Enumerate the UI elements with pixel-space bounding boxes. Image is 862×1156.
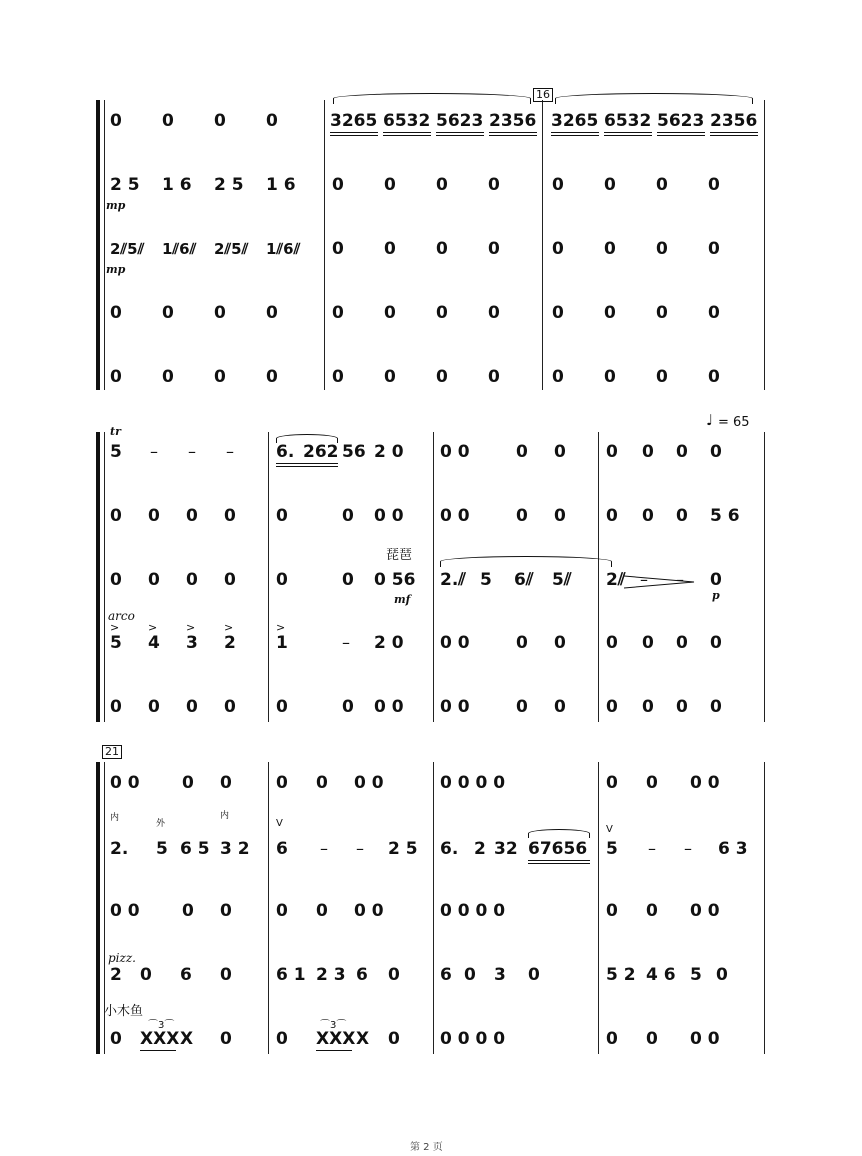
note: 0 [110, 697, 122, 717]
note: 5 [156, 839, 168, 859]
note: 0 0 0 0 [440, 901, 506, 921]
note: 0 [606, 506, 618, 526]
note: 5 [110, 442, 122, 462]
dash: – [640, 570, 648, 589]
note: 0 [676, 697, 688, 717]
note: 0 [182, 773, 194, 793]
note-group: 6532 [604, 111, 652, 131]
note-group: 5623 [657, 111, 705, 131]
note: 0 0 [110, 773, 140, 793]
note: 0 [110, 570, 122, 590]
note: 2 [110, 965, 122, 985]
note: 0 [388, 1029, 400, 1049]
note: 0 [214, 303, 226, 323]
note: 0 [552, 367, 564, 387]
note: 0 [642, 697, 654, 717]
note: 0 [606, 697, 618, 717]
note-pair: 2 5 [214, 175, 244, 195]
underline [604, 135, 652, 136]
note-pair: 6 3 [718, 839, 748, 859]
dynamic-mark: mp [106, 199, 126, 212]
note: 0 [110, 111, 122, 131]
note: 0 [342, 570, 354, 590]
note: 0 [110, 367, 122, 387]
note: 0 [342, 697, 354, 717]
fingering-mark: 外 [156, 819, 166, 829]
note: 0 [656, 303, 668, 323]
note: 0 [516, 697, 528, 717]
note: 0 [488, 175, 500, 195]
note: 0 0 [690, 901, 720, 921]
note: 0 [276, 901, 288, 921]
note: 0 [488, 367, 500, 387]
decrescendo-hairpin [624, 574, 696, 590]
note: 0 [676, 442, 688, 462]
note: 0 [186, 506, 198, 526]
note: 0 [266, 367, 278, 387]
note-pair: 2 3 [316, 965, 346, 985]
note: 0 [642, 442, 654, 462]
note: 0 [384, 175, 396, 195]
barline [268, 432, 269, 722]
note: 5 [110, 633, 122, 653]
note: 0 [716, 965, 728, 985]
note-pair: 6 5 [180, 839, 210, 859]
note: 6. [276, 442, 295, 462]
arco-mark: arco [108, 609, 135, 623]
dynamic-mark: mp [106, 263, 126, 276]
percussion-triplet: XXX [316, 1029, 356, 1049]
note-pair: 6 1 [276, 965, 306, 985]
note: 0 [110, 303, 122, 323]
note: 0 [676, 633, 688, 653]
underline [657, 132, 705, 133]
note-group: 2356 [489, 111, 537, 131]
note: 0 0 [440, 633, 470, 653]
note: 0 [186, 697, 198, 717]
barline [104, 100, 105, 390]
underline [489, 132, 537, 133]
note: 0 [276, 697, 288, 717]
note: 0 [656, 175, 668, 195]
bow-up-mark: V [606, 824, 613, 835]
note: 0 [604, 303, 616, 323]
note: 0 [528, 965, 540, 985]
note: 0 [676, 506, 688, 526]
note: 0 [266, 303, 278, 323]
instrument-label-muyu: 小木鱼 [104, 1004, 144, 1019]
instrument-label-pipa: 琵琶 [386, 548, 413, 563]
note: 5 [480, 570, 492, 590]
pizz-mark: pizz. [108, 951, 136, 965]
tremolo-pair: 1⫽6⫽ [266, 240, 301, 258]
note: 1 [276, 633, 288, 653]
barline [764, 762, 765, 1054]
tremolo-note: 6⫽ [514, 570, 534, 590]
note: 0 [642, 506, 654, 526]
fingering-mark: 内 [110, 813, 120, 823]
tremolo-pair: 1⫽6⫽ [162, 240, 197, 258]
note: 0 0 [110, 901, 140, 921]
note: 0 [220, 965, 232, 985]
underline [551, 135, 599, 136]
note: 0 [110, 1029, 122, 1049]
note: 0 [646, 901, 658, 921]
note: 0 [516, 633, 528, 653]
note: 0 [464, 965, 476, 985]
note: 0 0 [440, 697, 470, 717]
tremolo-note: 5⫽ [552, 570, 572, 590]
note: 0 [332, 367, 344, 387]
note: 0 [148, 697, 160, 717]
note: 0 [488, 239, 500, 259]
note: 0 0 [354, 773, 384, 793]
note: 0 [384, 303, 396, 323]
note-pair: 32 [494, 839, 518, 859]
barline [542, 100, 543, 390]
note: 0 [710, 442, 722, 462]
triplet-mark: ⌒3⌒ [148, 1020, 175, 1031]
dash: – [342, 633, 350, 652]
barline [324, 100, 325, 390]
tremolo-note: 2.⫽ [440, 570, 466, 590]
system-brace [96, 432, 100, 722]
percussion-triplet: XXX [140, 1029, 180, 1049]
note: 0 [224, 570, 236, 590]
note: 6. [440, 839, 459, 859]
note-pair: 1 6 [162, 175, 192, 195]
underline [604, 132, 652, 133]
note: 0 [552, 239, 564, 259]
note-pair: 2 5 [110, 175, 140, 195]
note: 0 [388, 965, 400, 985]
note: 0 [642, 633, 654, 653]
note: 0 [220, 1029, 232, 1049]
note: 0 [606, 633, 618, 653]
note-group: 0 56 [374, 570, 416, 590]
underline [276, 466, 338, 467]
note: 0 [606, 773, 618, 793]
bow-up-mark: V [276, 818, 283, 829]
underline [330, 132, 378, 133]
note: 0 [316, 773, 328, 793]
note: 0 [708, 303, 720, 323]
tremolo-note: 2⫽ [606, 570, 626, 590]
note-group: 6532 [383, 111, 431, 131]
note: 0 [656, 367, 668, 387]
underline [140, 1050, 176, 1051]
note: 0 [276, 506, 288, 526]
tempo-marking: = 65 [718, 415, 750, 430]
dash: – [226, 442, 234, 461]
dynamic-mark: mf [394, 593, 411, 606]
note: 0 [488, 303, 500, 323]
underline [436, 132, 484, 133]
dash: – [320, 839, 328, 858]
note: 0 [342, 506, 354, 526]
note: 0 [162, 367, 174, 387]
note: 0 [552, 175, 564, 195]
rehearsal-mark: 16 [533, 88, 553, 102]
note: 5 [690, 965, 702, 985]
barline [268, 762, 269, 1054]
note: 0 0 [374, 697, 404, 717]
underline [528, 863, 590, 864]
note: 0 [436, 303, 448, 323]
note: 0 [656, 239, 668, 259]
note-pair: 1 6 [266, 175, 296, 195]
note: 0 [646, 1029, 658, 1049]
underline [489, 135, 537, 136]
note-pair: 5 2 [606, 965, 636, 985]
underline [551, 132, 599, 133]
note: 0 [332, 239, 344, 259]
trill-mark: tr [110, 425, 121, 438]
barline [764, 100, 765, 390]
note: 0 [224, 506, 236, 526]
note: 0 [332, 175, 344, 195]
note-group: 2 0 [374, 442, 404, 462]
note: 0 [708, 239, 720, 259]
note: 4 [148, 633, 160, 653]
note: 0 [162, 303, 174, 323]
note: 0 [276, 570, 288, 590]
phrase-slur [333, 93, 531, 104]
tremolo-pair: 2⫽5⫽ [110, 240, 145, 258]
tempo-quarter-note-icon: ♩ [706, 411, 714, 429]
system-brace [96, 100, 100, 390]
note: 2. [110, 839, 129, 859]
accent-mark: > [110, 621, 120, 634]
note: 0 [710, 570, 722, 590]
accent-mark: > [186, 621, 196, 634]
note: 0 [554, 506, 566, 526]
note: 6 [180, 965, 192, 985]
accent-mark: > [276, 621, 286, 634]
underline [330, 135, 378, 136]
note: 0 0 [374, 506, 404, 526]
note: 0 [552, 303, 564, 323]
note: 0 [516, 442, 528, 462]
note: 0 [604, 367, 616, 387]
accent-mark: > [148, 621, 158, 634]
note: 6 [356, 965, 368, 985]
barline [598, 432, 599, 722]
note-group: 2356 [710, 111, 758, 131]
note: 0 [554, 697, 566, 717]
note-pair: 3 2 [220, 839, 250, 859]
barline [433, 762, 434, 1054]
page-number: 第 2 页 [410, 1142, 443, 1153]
note: 0 0 [354, 901, 384, 921]
note: 0 [214, 111, 226, 131]
triplet-mark: ⌒3⌒ [320, 1020, 347, 1031]
phrase-slur [555, 93, 753, 104]
note: 0 0 0 0 [440, 773, 506, 793]
note: 0 [606, 901, 618, 921]
note: 0 [606, 442, 618, 462]
note: 0 [266, 111, 278, 131]
dash: – [648, 839, 656, 858]
note: 2 [224, 633, 236, 653]
note: 0 0 [690, 773, 720, 793]
note: 0 0 [690, 1029, 720, 1049]
note: 0 [148, 506, 160, 526]
phrase-slur [440, 556, 612, 567]
note: 0 0 [440, 442, 470, 462]
barline [433, 432, 434, 722]
tremolo-pair: 2⫽5⫽ [214, 240, 249, 258]
note: 0 [436, 175, 448, 195]
underline [710, 132, 758, 133]
note-group: 3265 [330, 111, 378, 131]
note-pair: 5 6 [710, 506, 740, 526]
note: 0 [186, 570, 198, 590]
note: 3 [186, 633, 198, 653]
rehearsal-mark: 21 [102, 745, 122, 759]
note: 0 [554, 442, 566, 462]
note-pair: 2 5 [388, 839, 418, 859]
note: 0 [276, 1029, 288, 1049]
barline [104, 432, 105, 722]
fingering-mark: 内 [220, 811, 230, 821]
note: 0 [606, 1029, 618, 1049]
phrase-slur [528, 829, 590, 838]
underline [710, 135, 758, 136]
underline [383, 132, 431, 133]
note: 0 [220, 773, 232, 793]
note-group: 262 [303, 442, 339, 462]
barline [598, 762, 599, 1054]
underline [383, 135, 431, 136]
dash: – [150, 442, 158, 461]
system-brace [96, 762, 100, 1054]
percussion-hit: X [356, 1029, 370, 1049]
note-group: 3265 [551, 111, 599, 131]
note: 0 [646, 773, 658, 793]
note: 0 [436, 367, 448, 387]
barline [764, 432, 765, 722]
note: 0 [316, 901, 328, 921]
note: 0 [220, 901, 232, 921]
note: 0 [710, 697, 722, 717]
dash: – [188, 442, 196, 461]
note: 3 [494, 965, 506, 985]
dash: – [356, 839, 364, 858]
underline [528, 860, 590, 861]
note: 0 [384, 239, 396, 259]
note: 0 [276, 773, 288, 793]
percussion-hit: X [180, 1029, 194, 1049]
note: 6 [276, 839, 288, 859]
accent-mark: > [224, 621, 234, 634]
underline [657, 135, 705, 136]
dynamic-mark: p [712, 589, 720, 602]
note: 0 [516, 506, 528, 526]
note: 0 [604, 239, 616, 259]
note-group: 56 [342, 442, 366, 462]
note: 0 [224, 697, 236, 717]
note: 0 [110, 506, 122, 526]
note: 5 [606, 839, 618, 859]
underline [316, 1050, 352, 1051]
note: 0 [140, 965, 152, 985]
note-group: 67656 [528, 839, 588, 859]
note: 0 [554, 633, 566, 653]
underline [436, 135, 484, 136]
note-group: 5623 [436, 111, 484, 131]
dash: – [676, 570, 684, 589]
underline [276, 463, 338, 464]
note: 6 [440, 965, 452, 985]
note: 2 0 [374, 633, 404, 653]
note: 0 [148, 570, 160, 590]
note: 0 [604, 175, 616, 195]
note: 0 0 0 0 [440, 1029, 506, 1049]
note-pair: 4 6 [646, 965, 676, 985]
note: 0 [710, 633, 722, 653]
note: 0 [384, 367, 396, 387]
note: 0 [182, 901, 194, 921]
note: 0 [708, 175, 720, 195]
note: 0 [214, 367, 226, 387]
note: 0 0 [440, 506, 470, 526]
note: 0 [162, 111, 174, 131]
note: 0 [436, 239, 448, 259]
note: 0 [332, 303, 344, 323]
note: 0 [708, 367, 720, 387]
note: 2 [474, 839, 486, 859]
dash: – [684, 839, 692, 858]
